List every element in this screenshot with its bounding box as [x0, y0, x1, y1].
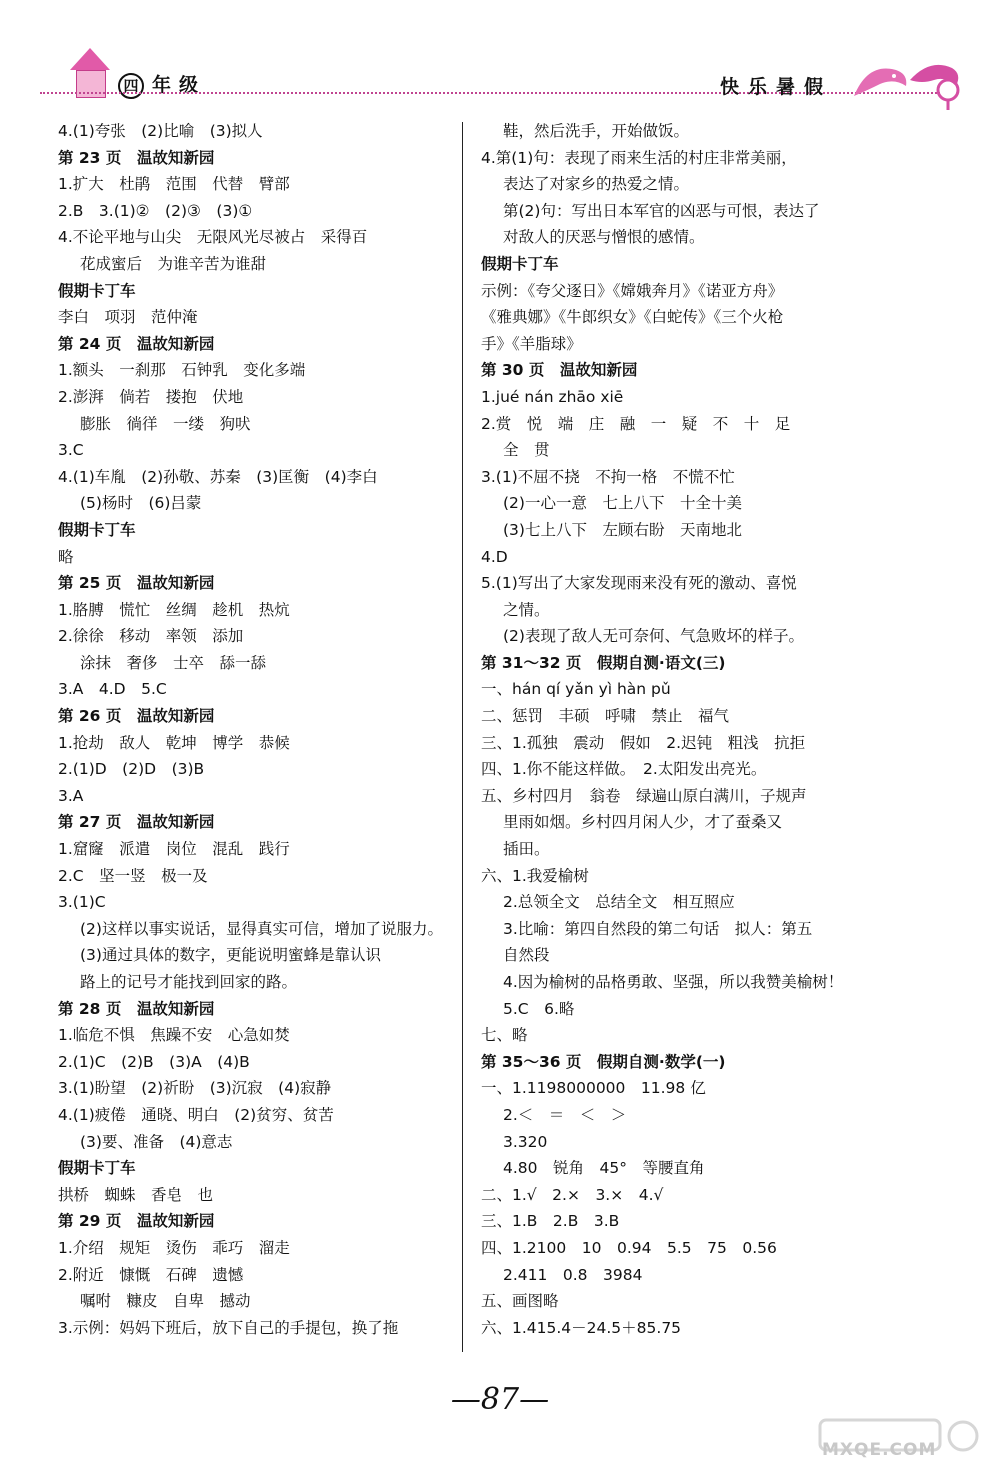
- answer-line: 4.第(1)句：表现了雨来生活的村庄非常美丽，: [481, 148, 797, 167]
- section-heading: 第 31～32 页 假期自测·语文(三): [481, 653, 726, 672]
- grade-text: 年级: [152, 74, 207, 96]
- answer-line: 2.徐徐 移动 率领 添加: [58, 627, 244, 646]
- answer-line: 4.不论平地与山尖 无限风光尽被占 采得百: [58, 228, 368, 247]
- answer-line: 示例：《夸父逐日》《嫦娥奔月》《诺亚方舟》: [481, 281, 784, 300]
- answer-line: 2.C 坚一竖 极一及: [58, 866, 208, 885]
- section-heading: 第 27 页 温故知新园: [58, 813, 215, 832]
- answer-line: 二、惩罚 丰硕 呼啸 禁止 福气: [481, 707, 730, 726]
- page-number: —87—: [450, 1382, 550, 1417]
- answer-line: 1.jué nán zhāo xiē: [481, 387, 624, 406]
- answer-line: 李白 项羽 范仲淹: [58, 308, 198, 327]
- answer-line: 2.411 0.8 3984: [503, 1265, 643, 1284]
- answer-line: 鞋，然后洗手，开始做饭。: [503, 122, 690, 140]
- answer-line: 三、1.B 2.B 3.B: [481, 1212, 620, 1231]
- answer-line: 2.B 3.(1)② (2)③ (3)①: [58, 201, 253, 220]
- answer-line: 花成蜜后 为谁辛苦为谁甜: [80, 254, 267, 273]
- answer-line: 2.总领全文 总结全文 相互照应: [503, 893, 735, 912]
- answer-line: 4.(1)夸张 (2)比喻 (3)拟人: [58, 122, 263, 140]
- answer-line: 4.(1)车胤 (2)孙敬、苏秦 (3)匡衡 (4)李白: [58, 467, 378, 486]
- section-heading: 第 26 页 温故知新园: [58, 707, 215, 726]
- answer-line: (2)这样以事实说话，显得真实可信，增加了说服力。: [80, 919, 443, 938]
- answer-line: 4.(1)疲倦 通晓、明白 (2)贫穷、贫苦: [58, 1105, 334, 1124]
- answer-line: 《雅典娜》《牛郎织女》《白蛇传》《三个火枪: [481, 308, 784, 327]
- answer-line: (3)要、准备 (4)意志: [80, 1132, 233, 1151]
- answer-line: 2.附近 慷慨 石碑 遗憾: [58, 1265, 244, 1284]
- answer-line: 手》《羊脂球》: [481, 334, 582, 353]
- answer-line: 五、画图略: [481, 1292, 559, 1311]
- answer-line: 3.320: [503, 1132, 548, 1151]
- grade-number: 四: [118, 73, 144, 99]
- answer-line: 一、hán qí yǎn yì hàn pǔ: [481, 680, 671, 699]
- answer-line: 二、1.√ 2.× 3.× 4.√: [481, 1185, 664, 1204]
- answer-line: 1.胳膊 慌忙 丝绸 趁机 热炕: [58, 600, 290, 619]
- column-divider: [462, 122, 463, 1352]
- answer-line: 七、略: [481, 1026, 528, 1045]
- answer-line: 嘱咐 糠皮 自卑 撼动: [80, 1292, 251, 1311]
- answer-line: 六、1.我爱榆树: [481, 866, 589, 885]
- watermark-url: MXQE.COM: [822, 1440, 937, 1460]
- section-heading: 第 24 页 温故知新园: [58, 334, 215, 353]
- answer-line: 四、1.你不能这样做。 2.太阳发出亮光。: [481, 760, 767, 779]
- section-heading: 第 28 页 温故知新园: [58, 999, 215, 1018]
- answer-line: 三、1.孤独 震动 假如 2.迟钝 粗浅 抗拒: [481, 733, 806, 752]
- answer-line: 1.窟窿 派遣 岗位 混乱 践行: [58, 840, 290, 859]
- answer-line: 自然段: [503, 946, 550, 965]
- answer-line: 4.D: [481, 547, 508, 566]
- answer-line: 2.(1)C (2)B (3)A (4)B: [58, 1052, 250, 1071]
- answer-line: 3.(1)盼望 (2)祈盼 (3)沉寂 (4)寂静: [58, 1079, 332, 1098]
- answer-line: 2.(1)D (2)D (3)B: [58, 760, 205, 779]
- section-heading: 第 25 页 温故知新园: [58, 574, 215, 593]
- answer-line: 五、乡村四月 翁卷 绿遍山原白满川，子规声: [481, 786, 807, 805]
- answer-line: 3.比喻：第四自然段的第二句话 拟人：第五: [503, 919, 813, 938]
- page-header: [0, 0, 1000, 118]
- answer-line: 5.(1)写出了大家发现雨来没有死的激动、喜悦: [481, 574, 797, 593]
- answer-line: 1.介绍 规矩 烫伤 乖巧 溜走: [58, 1238, 290, 1257]
- answer-line: 1.临危不惧 焦躁不安 心急如焚: [58, 1026, 290, 1045]
- section-heading: 假期卡丁车: [58, 281, 136, 300]
- right-column: [481, 118, 966, 1341]
- answer-line: 之情。: [503, 600, 550, 619]
- section-heading: 假期卡丁车: [58, 520, 136, 539]
- section-heading: 第 29 页 温故知新园: [58, 1212, 215, 1231]
- answer-line: 拱桥 蜘蛛 香皂 也: [58, 1185, 214, 1204]
- answer-line: 1.扩大 杜鹃 范围 代替 臂部: [58, 175, 290, 194]
- answer-line: 第(2)句：写出日本军官的凶恶与可恨，表达了: [503, 201, 820, 220]
- section-heading: 假期卡丁车: [481, 254, 559, 273]
- section-heading: 假期卡丁车: [58, 1159, 136, 1178]
- answer-line: 略: [58, 547, 74, 566]
- answer-line: 里雨如烟。乡村四月闲人少，才了蚕桑又: [503, 813, 783, 832]
- answer-line: 1.抢劫 敌人 乾坤 博学 恭候: [58, 733, 290, 752]
- answer-line: 2.赏 悦 端 庄 融 一 疑 不 十 足: [481, 414, 791, 433]
- answer-line: 全 贯: [503, 441, 550, 460]
- answer-line: 3.A: [58, 786, 84, 805]
- answer-line: 路上的记号才能找到回家的路。: [80, 973, 298, 991]
- grade-label: [118, 70, 206, 99]
- answer-line: 膨胀 徜徉 一缕 狗吠: [80, 414, 251, 433]
- answer-line: 2.澎湃 倘若 搂抱 伏地: [58, 387, 244, 406]
- answer-line: 3.(1)不屈不挠 不拘一格 不慌不忙: [481, 467, 735, 486]
- answer-line: 3.示例：妈妈下班后，放下自己的手提包，换了拖: [58, 1318, 399, 1337]
- answer-line: 3.A 4.D 5.C: [58, 680, 167, 699]
- series-title: 快乐暑假: [720, 76, 833, 98]
- answer-line: 4.因为榆树的品格勇敢、坚强，所以我赞美榆树！: [503, 973, 844, 991]
- answer-line: 四、1.2100 10 0.94 5.5 75 0.56: [481, 1238, 777, 1257]
- section-heading: 第 30 页 温故知新园: [481, 361, 638, 380]
- answer-line: 一、1.1198000000 11.98 亿: [481, 1079, 706, 1098]
- section-heading: 第 35～36 页 假期自测·数学(一): [481, 1052, 726, 1071]
- dolphin-ornament-icon: [848, 56, 968, 112]
- answer-line: 插田。: [503, 840, 550, 859]
- answer-line: 1.额头 一刹那 石钟乳 变化多端: [58, 361, 306, 380]
- answer-line: 3.C: [58, 441, 84, 460]
- answer-line: 表达了对家乡的热爱之情。: [503, 175, 690, 194]
- left-column: [58, 118, 450, 1341]
- answer-line: 4.80 锐角 45° 等腰直角: [503, 1159, 705, 1178]
- answer-line: 5.C 6.略: [503, 999, 575, 1018]
- answer-line: (5)杨时 (6)吕蒙: [80, 494, 202, 513]
- answer-line: 六、1.415.4－24.5＋85.75: [481, 1318, 682, 1337]
- answer-line: (3)通过具体的数字，更能说明蜜蜂是靠认识: [80, 946, 381, 965]
- answer-line: 涂抹 奢侈 士卒 舔一舔: [80, 653, 267, 672]
- answer-line: 3.(1)C: [58, 893, 106, 912]
- answer-line: 2.＜ ＝ ＜ ＞: [503, 1105, 627, 1124]
- answer-line: (2)表现了敌人无可奈何、气急败坏的样子。: [503, 627, 804, 646]
- answer-line: 对敌人的厌恶与憎恨的感情。: [503, 228, 705, 247]
- section-heading: 第 23 页 温故知新园: [58, 148, 215, 167]
- answer-line: (2)一心一意 七上八下 十全十美: [503, 494, 742, 513]
- answer-line: (3)七上八下 左顾右盼 天南地北: [503, 520, 742, 539]
